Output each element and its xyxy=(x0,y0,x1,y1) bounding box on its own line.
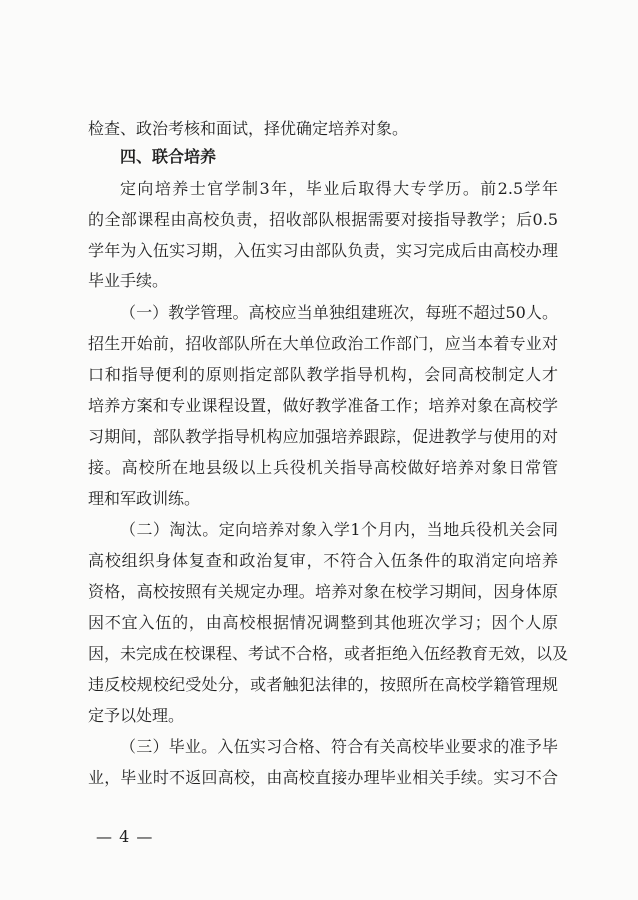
text-line: 定予以处理。 xyxy=(88,706,185,725)
text-line: （三）毕业。入伍实习合格、符合有关高校毕业要求的准予毕 xyxy=(120,737,558,756)
text-line: 高校组织身体复查和政治复审，不符合入伍条件的取消定向培养 xyxy=(88,551,558,570)
text-line: 因不宜入伍的，由高校根据情况调整到其他班次学习；因个人原 xyxy=(88,613,558,632)
text-line: 培养方案和专业课程设置，做好教学准备工作；培养对象在高校学 xyxy=(88,396,558,415)
text-line: 口和指导便利的原则指定部队教学指导机构，会同高校制定人才 xyxy=(88,365,558,384)
text-line: 接。高校所在地县级以上兵役机关指导高校做好培养对象日常管 xyxy=(88,458,558,477)
text-line: 检查、政治考核和面试，择优确定培养对象。 xyxy=(88,119,409,138)
text-line: 习期间，部队教学指导机构应加强培养跟踪，促进教学与使用的对 xyxy=(88,427,558,446)
page-number: — 4 — xyxy=(96,827,154,846)
text-line: 定向培养士官学制3年，毕业后取得大专学历。前2.5学年 xyxy=(120,179,558,198)
text-line: 学年为入伍实习期，入伍实习由部队负责，实习完成后由高校办理 xyxy=(88,241,558,260)
text-line: 因，未完成在校课程、考试不合格，或者拒绝入伍经教育无效，以及 xyxy=(88,644,569,663)
text-line: 理和军政训练。 xyxy=(88,489,201,508)
text-line: 的全部课程由高校负责，招收部队根据需要对接指导教学；后0.5 xyxy=(88,210,558,229)
text-line: 毕业手续。 xyxy=(88,271,169,290)
text-line: 资格，高校按照有关规定办理。培养对象在校学习期间，因身体原 xyxy=(88,582,558,601)
text-line: 招生开始前，招收部队所在大单位政治工作部门，应当本着专业对 xyxy=(88,334,558,353)
text-line: （二）淘汰。定向培养对象入学1个月内，当地兵役机关会同 xyxy=(120,520,558,539)
text-line: 业，毕业时不返回高校，由高校直接办理毕业相关手续。实习不合 xyxy=(88,768,558,787)
text-line: （一）教学管理。高校应当单独组建班次，每班不超过50人。 xyxy=(120,303,558,322)
text-line: 违反校规校纪受处分，或者触犯法律的，按照所在高校学籍管理规 xyxy=(88,675,558,694)
section-heading: 四、联合培养 xyxy=(120,147,217,166)
